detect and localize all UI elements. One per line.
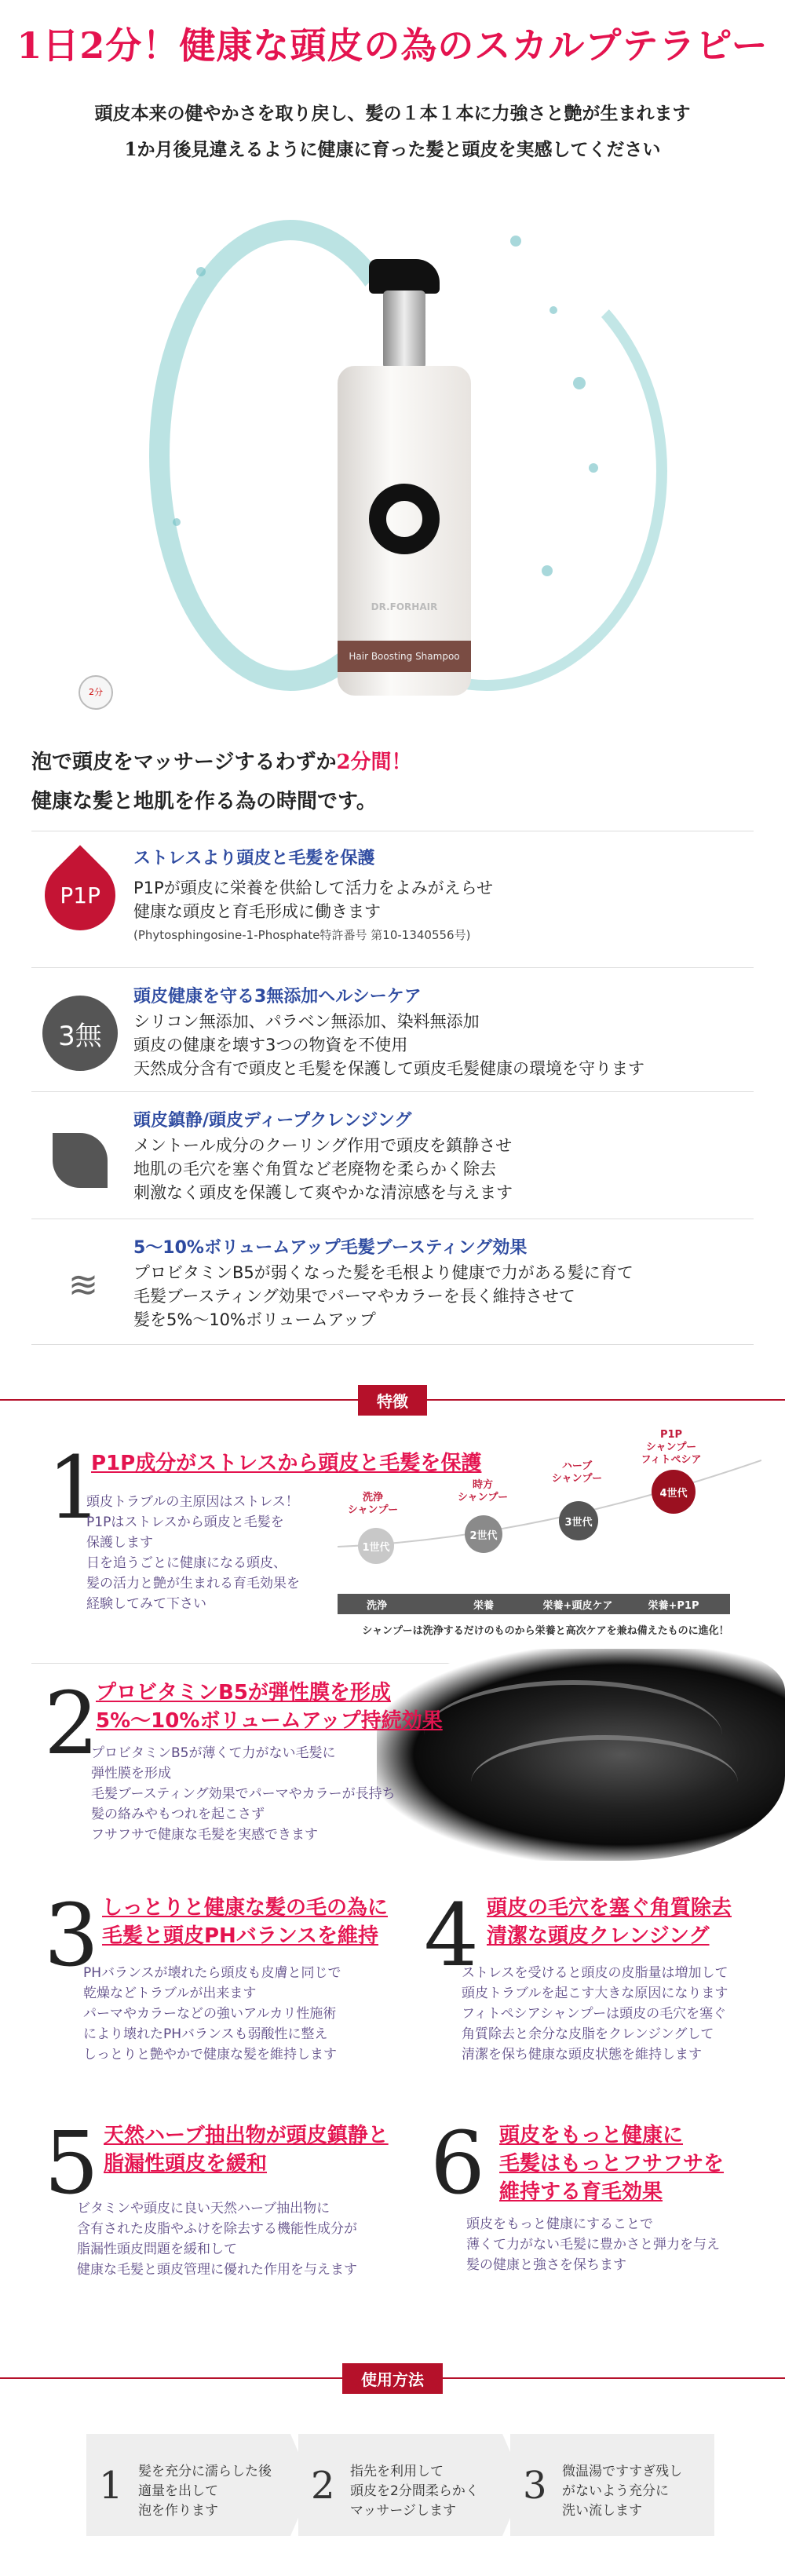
point-heading: 頭皮の毛穴を塞ぐ角質除去 清潔な頭皮クレンジング	[487, 1896, 732, 1948]
generation-dot: 1世代	[358, 1528, 394, 1564]
section-usage-tag: 使用方法	[0, 2363, 785, 2394]
usage-step: 2 指先を利用して 頭皮を2分間柔らかく マッサージします	[298, 2434, 502, 2536]
feature-title: 頭皮鎮静/頭皮ディープクレンジング	[133, 1111, 412, 1131]
lead-line-2: 健康な髪と地肌を作る為の時間です。	[31, 790, 377, 813]
point-heading: しっとりと健康な髪の毛の為に 毛髪と頭皮PHバランスを維持	[102, 1896, 389, 1948]
lead-line-1: 泡で頭皮をマッサージするわずか2分間！	[31, 751, 412, 774]
section-features-tag: 特徴	[0, 1385, 785, 1416]
generation-chart	[338, 1429, 761, 1649]
point-number: 1	[47, 1438, 102, 1538]
subtitle-line-2: 1か月後見違えるように健康に育った髪と頭皮を実感してください	[124, 139, 661, 160]
feature-body: シリコン無添加、パラベン無添加、染料無添加 頭皮の健康を壊す3つの物資を不使用 天然成分含有で頭皮と毛髪を保護して頭皮毛髪健康の環境を守ります	[133, 1012, 644, 1078]
point-number: 6	[430, 2113, 485, 2213]
timer-icon: 2分	[78, 675, 113, 710]
point-body: 頭皮をもっと健康にすることで 薄くて力がない毛髪に豊かさと弾力を与え 髪の健康と強さを保ちます	[466, 2216, 720, 2273]
point-number: 5	[44, 2113, 99, 2213]
usage-step: 3 微温湯ですすぎ残し がないよう充分に 洗い流します	[510, 2434, 714, 2536]
three-free-icon: 3無	[41, 994, 119, 1072]
feature-body: プロビタミンB5が弱くなった髪を毛根より健康で力がある髪に育て 毛髪ブースティング効果でパーマやカラーを長く維持させて 髪を5%～10%ボリュームアップ	[133, 1263, 633, 1329]
generation-dot: 2世代	[465, 1515, 502, 1553]
generation-dot: 3世代	[559, 1501, 598, 1540]
bar-label: 栄養+P1P	[648, 1600, 699, 1612]
shampoo-bottle	[338, 290, 471, 699]
feature-body: P1Pが頭皮に栄養を供給して活力をよみがえらせ 健康な頭皮と育毛形成に働きます (Phytosphingosine-1-Phosphate特許番号 第10-1340556号)	[133, 879, 494, 942]
feature-item	[31, 978, 754, 1088]
usage-step: 1 髪を充分に濡らした後 適量を出して 泡を作ります	[86, 2434, 290, 2536]
feature-item	[31, 840, 754, 958]
feature-title: 5～10%ボリュームアップ毛髪ブースティング効果	[133, 1238, 528, 1258]
generation-label: P1P シャンプー フィトペシア	[641, 1429, 702, 1466]
point-heading: 頭皮をもっと健康に 毛髪はもっとフサフサを 維持する育毛効果	[499, 2124, 725, 2204]
logo-ring	[369, 484, 440, 554]
generation-dot: 4世代	[652, 1470, 696, 1514]
point-heading: 天然ハーブ抽出物が頭皮鎮静と 脂漏性頭皮を緩和	[104, 2124, 389, 2176]
product-image	[181, 204, 620, 754]
point-body: PHバランスが壊れたら頭皮も皮膚と同じで 乾燥などトラブルが出来ます パーマやカラーなどの強いアルカリ性施術 により壊れたPHバランスも弱酸性に整え しっとりと艶やかで健康な髪を維持します	[83, 1965, 341, 2063]
generation-label: ハーブ シャンプー	[551, 1460, 603, 1485]
point-heading: P1P成分がストレスから頭皮と毛髪を保護	[91, 1452, 482, 1475]
page-title: 1日2分！健康な頭皮の為のスカルプテラピー	[16, 24, 769, 67]
point-number: 2	[44, 1673, 99, 1774]
bar-label: 栄養+頭皮ケア	[542, 1600, 613, 1612]
point-number: 4	[424, 1885, 479, 1986]
point-body: ストレスを受けると頭皮の皮脂量は増加して 頭皮トラブルを起こす大きな原因になります フィトペシアシャンプーは頭皮の毛穴を塞ぐ 角質除去と余分な皮脂をクレンジングして 清潔を保ち健康な頭皮状態を維持します	[462, 1965, 728, 2063]
bar-label: 栄養	[473, 1600, 494, 1612]
product-label: Hair Boosting Shampoo	[338, 641, 471, 672]
chart-caption: シャンプーは洗浄するだけのものから栄養と高次ケアを兼ね備えたものに進化！	[362, 1625, 729, 1637]
feature-body: メントール成分のクーリング作用で頭皮を鎮静させ 地肌の毛穴を塞ぐ角質など老廃物を柔らかく除去 刺激なく頭皮を保護して爽やかな清涼感を与えます	[133, 1136, 513, 1202]
bar-label: 洗浄	[366, 1600, 387, 1612]
generation-label: 時方 シャンプー	[457, 1479, 509, 1504]
point-body: ビタミンや頭皮に良い天然ハーブ抽出物に 含有された皮脂やふけを除去する機能性成分が 脂漏性頭皮問題を緩和して 健康な毛髪と頭皮管理に優れた作用を与えます	[77, 2201, 357, 2278]
feature-title: ストレスより頭皮と毛髪を保護	[133, 849, 375, 868]
wave-icon: ≋	[68, 1263, 93, 1306]
point-body: プロビタミンB5が薄くて力がない毛髪に 弾性膜を形成 毛髪ブースティング効果でパーマやカラーが長持ち 髪の絡みやもつれを起こさず フサフサで健康な毛髪を実感できます	[91, 1745, 396, 1843]
point-heading: プロビタミンB5が弾性膜を形成 5%～10%ボリュームアップ持続効果	[96, 1681, 443, 1733]
drop-icon: P1P	[41, 856, 119, 934]
feature-item	[31, 1230, 754, 1339]
generation-label: 洗浄 シャンプー	[347, 1492, 399, 1516]
feature-item	[31, 1102, 754, 1212]
brand-text: DR.FORHAIR	[371, 601, 438, 612]
point-number: 3	[44, 1885, 99, 1986]
leaf-icon	[41, 1121, 119, 1200]
subtitle-line-1: 頭皮本来の健やかさを取り戻し、髪の１本１本に力強さと艶が生まれます	[94, 103, 691, 124]
point-body: 頭皮トラブルの主原因はストレス！ P1Pはストレスから頭皮と毛髪を 保護します 日を追うごとに健康になる頭皮、 髪の活力と艶が生まれる育毛効果を 経験してみて下さい	[86, 1494, 300, 1612]
feature-title: 頭皮健康を守る3無添加ヘルシーケア	[133, 987, 422, 1007]
